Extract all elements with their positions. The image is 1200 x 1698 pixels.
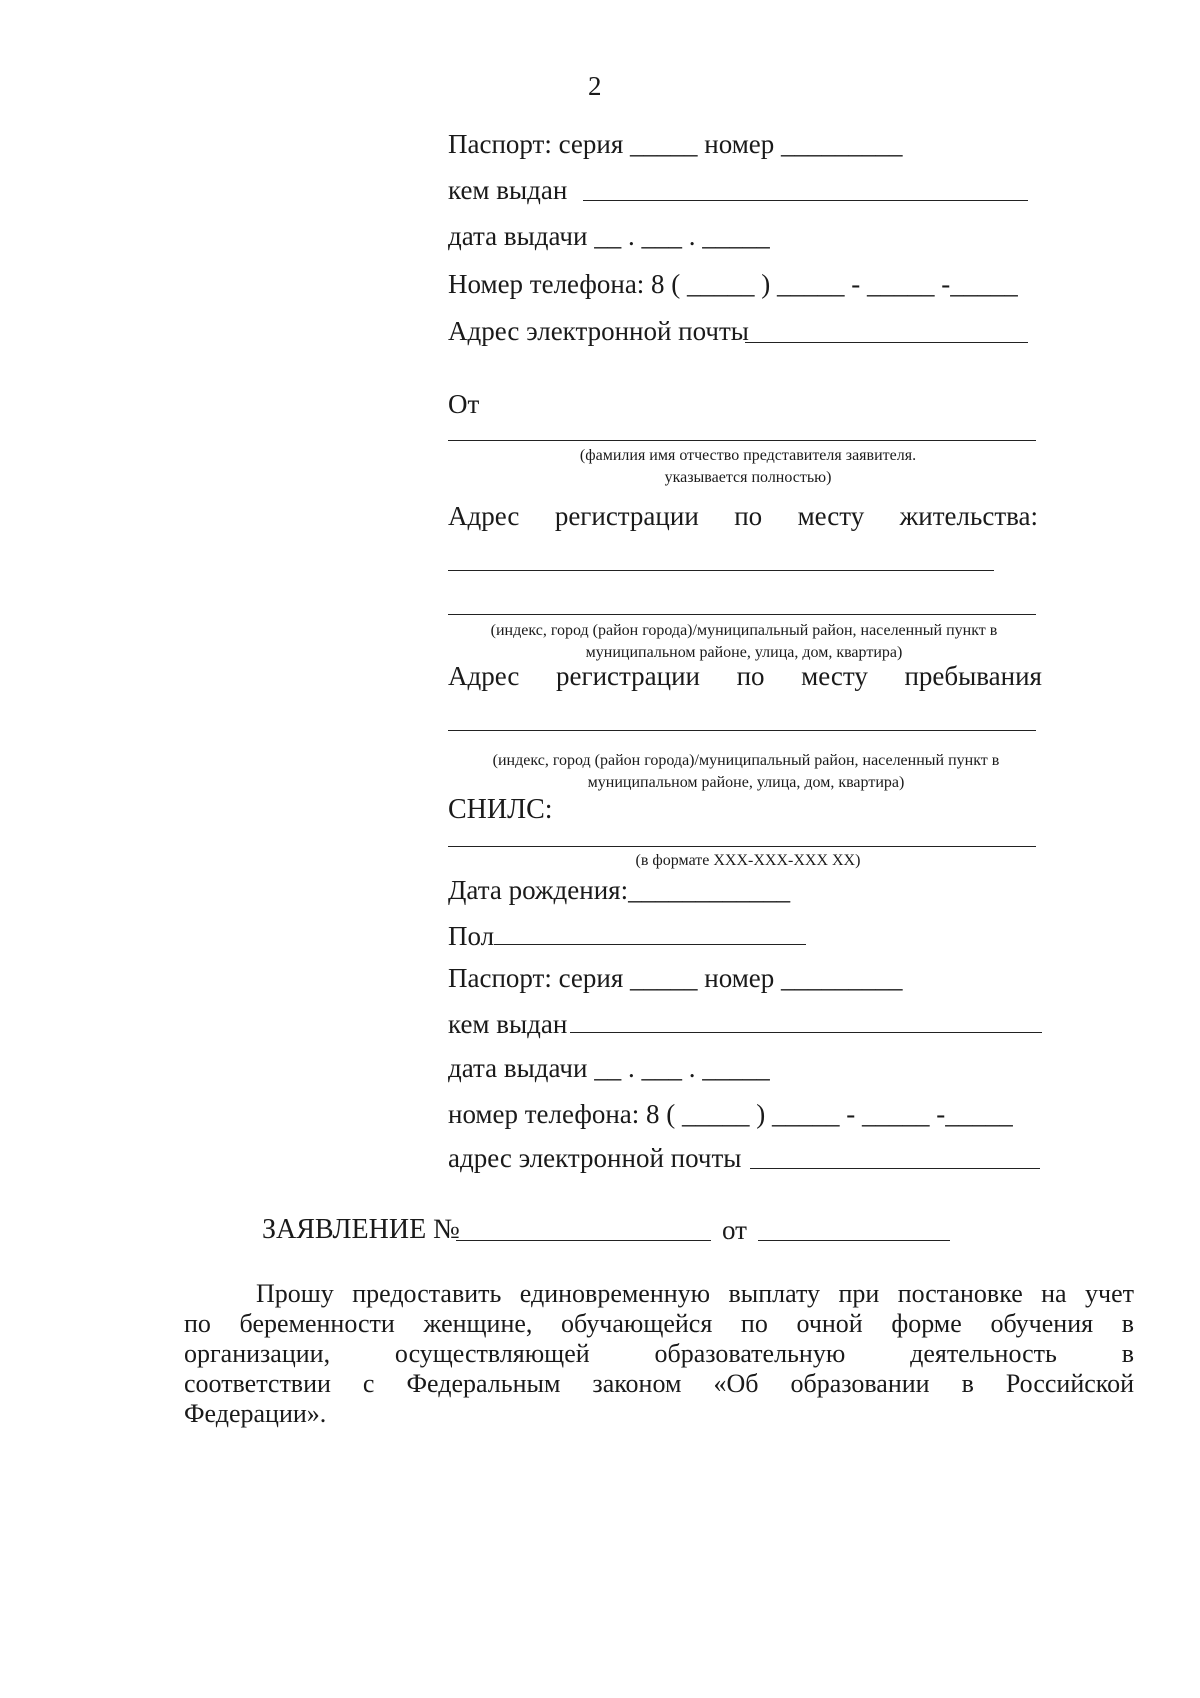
paragraph-line-5: Федерации». <box>184 1399 327 1428</box>
email-label: Адрес электронной почты <box>448 316 749 346</box>
paragraph-line-3: организации, осуществляющей образовательную деятельность в <box>184 1339 1134 1368</box>
representative-caption: (фамилия имя отчество представителя заявителя. указывается полностью) <box>579 447 917 486</box>
issued-by-label-2: кем выдан <box>448 1009 568 1039</box>
issued-by-label: кем выдан <box>448 175 568 205</box>
statement-from-label: от <box>722 1215 747 1245</box>
page-number: 2 <box>588 71 602 101</box>
statement-number-line[interactable] <box>456 1240 711 1241</box>
issue-date-field[interactable]: дата выдачи __ . ___ . _____ <box>448 221 770 251</box>
residence-address-line-2[interactable] <box>448 614 1036 615</box>
representative-name-line[interactable] <box>448 440 1036 441</box>
snils-line[interactable] <box>448 846 1036 847</box>
residence-address-label: Адрес регистрации по месту жительства: <box>448 501 1038 531</box>
email-label-2: адрес электронной почты <box>448 1143 742 1173</box>
paragraph-line-1: Прошу предоставить единовременную выплату при постановке на учет <box>256 1279 1134 1308</box>
passport-series-number-field[interactable]: Паспорт: серия _____ номер _________ <box>448 129 903 159</box>
snils-caption: (в формате XXX-XXX-XXX XX) <box>635 852 861 869</box>
issued-by-line[interactable] <box>583 200 1028 201</box>
residence-address-line-1[interactable] <box>448 570 994 571</box>
issue-date-field-2[interactable]: дата выдачи __ . ___ . _____ <box>448 1053 770 1083</box>
paragraph-line-2: по беременности женщине, обучающейся по очной форме обучения в <box>184 1309 1134 1338</box>
sex-line[interactable] <box>494 944 806 945</box>
phone-field-2[interactable]: номер телефона: 8 ( _____ ) _____ - _____ -_____ <box>448 1099 1013 1129</box>
email-line-2[interactable] <box>750 1168 1040 1169</box>
snils-label: СНИЛС: <box>448 794 553 825</box>
stay-address-line[interactable] <box>448 730 1036 731</box>
from-label: От <box>448 389 480 419</box>
birth-date-field[interactable]: Дата рождения:____________ <box>448 875 791 905</box>
statement-title: ЗАЯВЛЕНИЕ № <box>262 1214 460 1245</box>
passport-series-number-field-2[interactable]: Паспорт: серия _____ номер _________ <box>448 963 903 993</box>
stay-address-label: Адрес регистрации по месту пребывания <box>448 661 1042 691</box>
stay-address-caption: (индекс, город (район города)/муниципальный район, населенный пункт в муниципальном районе, улица, дом, квартира) <box>492 752 1000 791</box>
statement-date-line[interactable] <box>758 1240 950 1241</box>
residence-address-caption: (индекс, город (район города)/муниципальный район, населенный пункт в муниципальном районе, улица, дом, квартира) <box>490 622 998 661</box>
email-line[interactable] <box>745 342 1028 343</box>
phone-field[interactable]: Номер телефона: 8 ( _____ ) _____ - _____ -_____ <box>448 269 1018 299</box>
issued-by-line-2[interactable] <box>570 1032 1042 1033</box>
paragraph-line-4: соответствии с Федеральным законом «Об образовании в Российской <box>184 1369 1134 1398</box>
sex-label: Пол <box>448 921 495 951</box>
